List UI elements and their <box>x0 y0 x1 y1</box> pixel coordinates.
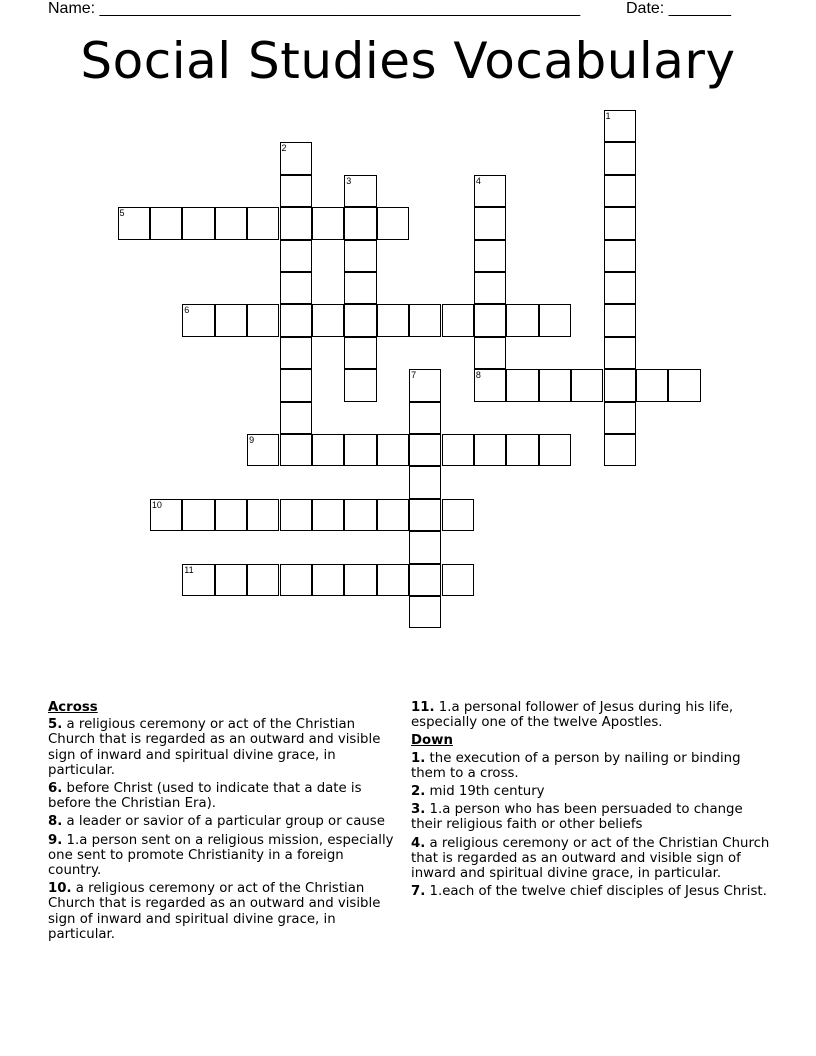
grid-cell[interactable] <box>604 272 636 304</box>
grid-cell[interactable] <box>247 207 279 239</box>
grid-cell[interactable] <box>506 369 538 401</box>
grid-cell[interactable] <box>280 337 312 369</box>
cell-number: 7 <box>411 370 417 381</box>
grid-cell[interactable] <box>215 564 247 596</box>
grid-cell[interactable] <box>604 304 636 336</box>
grid-cell[interactable] <box>312 304 344 336</box>
grid-cell[interactable] <box>182 564 214 596</box>
cell-number: 4 <box>475 175 481 186</box>
clue-number: 4. <box>411 835 426 851</box>
grid-cell[interactable] <box>150 207 182 239</box>
grid-cell[interactable] <box>247 434 279 466</box>
grid-cell[interactable] <box>442 564 474 596</box>
grid-cell[interactable] <box>474 434 506 466</box>
grid-cell[interactable] <box>604 337 636 369</box>
grid-cell[interactable] <box>344 369 376 401</box>
grid-cell[interactable] <box>215 304 247 336</box>
clue-text: a leader or savior of a particular group or cause <box>66 814 385 830</box>
grid-cell[interactable] <box>409 564 441 596</box>
clue-text: a religious ceremony or act of the Christian Church that is regarded as an outward and visible sign of inward and spiritual divine grace, in particular. <box>48 881 381 942</box>
grid-cell[interactable] <box>215 207 247 239</box>
grid-cell[interactable] <box>474 207 506 239</box>
grid-cell[interactable] <box>247 304 279 336</box>
grid-cell[interactable] <box>474 337 506 369</box>
grid-cell[interactable] <box>312 434 344 466</box>
grid-cell[interactable] <box>377 434 409 466</box>
down-heading: Down <box>411 733 453 749</box>
clue-across <box>48 781 398 811</box>
grid-cell[interactable] <box>604 110 636 142</box>
grid-cell[interactable] <box>409 369 441 401</box>
clue-number: 7. <box>411 884 426 900</box>
grid-cell[interactable] <box>280 304 312 336</box>
grid-cell[interactable] <box>474 304 506 336</box>
clue-across <box>48 814 398 829</box>
clue-number: 6. <box>48 781 63 797</box>
grid-cell[interactable] <box>280 272 312 304</box>
grid-cell[interactable] <box>182 207 214 239</box>
grid-cell[interactable] <box>344 175 376 207</box>
grid-cell[interactable] <box>474 272 506 304</box>
clue-down <box>411 802 771 832</box>
grid-cell[interactable] <box>604 142 636 174</box>
clue-text: the execution of a person by nailing or binding them to a cross. <box>411 750 741 781</box>
grid-cell[interactable] <box>344 434 376 466</box>
grid-cell[interactable] <box>539 304 571 336</box>
clue-text: 1.each of the twelve chief disciples of Jesus Christ. <box>429 884 767 900</box>
grid-cell[interactable] <box>668 369 700 401</box>
grid-cell[interactable] <box>474 240 506 272</box>
grid-cell[interactable] <box>280 175 312 207</box>
grid-cell[interactable] <box>247 564 279 596</box>
grid-cell[interactable] <box>280 499 312 531</box>
grid-cell[interactable] <box>182 304 214 336</box>
grid-cell[interactable] <box>312 207 344 239</box>
grid-cell[interactable] <box>604 207 636 239</box>
grid-cell[interactable] <box>344 564 376 596</box>
grid-cell[interactable] <box>344 499 376 531</box>
grid-cell[interactable] <box>215 499 247 531</box>
grid-cell[interactable] <box>604 175 636 207</box>
cell-number: 8 <box>475 370 481 381</box>
clue-across <box>411 700 771 730</box>
clue-number: 9. <box>48 832 63 848</box>
cell-number: 3 <box>346 175 352 186</box>
grid-cell[interactable] <box>118 207 150 239</box>
clue-number: 5. <box>48 717 63 733</box>
clue-across <box>48 717 398 778</box>
grid-cell[interactable] <box>182 499 214 531</box>
clue-down <box>411 836 771 882</box>
grid-cell[interactable] <box>409 499 441 531</box>
grid-cell[interactable] <box>344 337 376 369</box>
grid-cell[interactable] <box>604 369 636 401</box>
clue-down <box>411 751 771 781</box>
clue-text: before Christ (used to indicate that a date is before the Christian Era). <box>48 781 362 812</box>
grid-cell[interactable] <box>604 240 636 272</box>
clue-number: 11. <box>411 700 435 715</box>
cell-number: 10 <box>151 499 162 510</box>
cell-number: 1 <box>605 111 611 121</box>
grid-cell[interactable] <box>280 142 312 174</box>
grid-cell[interactable] <box>409 466 441 498</box>
cell-number: 6 <box>184 305 190 316</box>
grid-cell[interactable] <box>409 434 441 466</box>
grid-cell[interactable] <box>377 499 409 531</box>
clue-number: 8. <box>48 814 63 830</box>
grid-cell[interactable] <box>280 369 312 401</box>
clue-number: 3. <box>411 802 426 818</box>
grid-cell[interactable] <box>377 304 409 336</box>
grid-cell[interactable] <box>409 531 441 563</box>
cell-number: 2 <box>281 143 287 154</box>
page-title: Social Studies Vocabulary <box>80 32 736 90</box>
grid-cell[interactable] <box>247 499 279 531</box>
grid-cell[interactable] <box>280 434 312 466</box>
grid-cell[interactable] <box>539 434 571 466</box>
clue-number: 10. <box>48 881 72 897</box>
grid-cell[interactable] <box>280 207 312 239</box>
grid-cell[interactable] <box>344 272 376 304</box>
grid-cell[interactable] <box>506 434 538 466</box>
clue-down <box>411 784 771 799</box>
grid-cell[interactable] <box>539 369 571 401</box>
clue-text: 1.a personal follower of Jesus during his life, especially one of the twelve Apostles. <box>411 700 734 731</box>
grid-cell[interactable] <box>409 596 441 628</box>
grid-cell[interactable] <box>474 175 506 207</box>
grid-cell[interactable] <box>344 240 376 272</box>
date-label: Date: _______ <box>626 0 731 17</box>
grid-cell[interactable] <box>409 402 441 434</box>
grid-cell[interactable] <box>344 304 376 336</box>
cell-number: 5 <box>119 208 125 219</box>
clue-across <box>48 881 398 942</box>
grid-cell[interactable] <box>474 369 506 401</box>
grid-cell[interactable] <box>150 499 182 531</box>
grid-cell[interactable] <box>280 564 312 596</box>
grid-cell[interactable] <box>442 434 474 466</box>
grid-cell[interactable] <box>604 434 636 466</box>
clue-number: 1. <box>411 750 426 766</box>
grid-cell[interactable] <box>312 499 344 531</box>
grid-cell[interactable] <box>506 304 538 336</box>
grid-cell[interactable] <box>409 304 441 336</box>
grid-cell[interactable] <box>344 207 376 239</box>
grid-cell[interactable] <box>571 369 603 401</box>
cell-number: 11 <box>184 564 194 575</box>
grid-cell[interactable] <box>377 207 409 239</box>
grid-cell[interactable] <box>280 402 312 434</box>
clue-text: mid 19th century <box>429 784 545 800</box>
grid-cell[interactable] <box>280 240 312 272</box>
grid-cell[interactable] <box>442 499 474 531</box>
grid-cell[interactable] <box>636 369 668 401</box>
name-label: Name: ______________________________________________________ <box>48 0 581 17</box>
clue-number: 2. <box>411 784 426 800</box>
clues-right-column <box>411 700 771 902</box>
clue-across <box>48 833 398 879</box>
grid-cell[interactable] <box>604 402 636 434</box>
clue-down <box>411 884 771 899</box>
clues-left-column <box>48 700 398 945</box>
clue-text: 1.a person sent on a religious mission, especially one sent to promote Christianity in a foreign country. <box>48 832 394 879</box>
grid-cell[interactable] <box>442 304 474 336</box>
clue-text: 1.a person who has been persuaded to change their religious faith or other beliefs <box>411 802 743 833</box>
across-heading: Across <box>48 700 98 715</box>
grid-cell[interactable] <box>377 564 409 596</box>
cell-number: 9 <box>249 435 255 445</box>
grid-cell[interactable] <box>312 564 344 596</box>
clue-text: a religious ceremony or act of the Christian Church that is regarded as an outward and visible sign of inward and spiritual divine grace, in particular. <box>411 835 770 882</box>
clue-text: a religious ceremony or act of the Christian Church that is regarded as an outward and visible sign of inward and spiritual divine grace, in particular. <box>48 717 381 778</box>
